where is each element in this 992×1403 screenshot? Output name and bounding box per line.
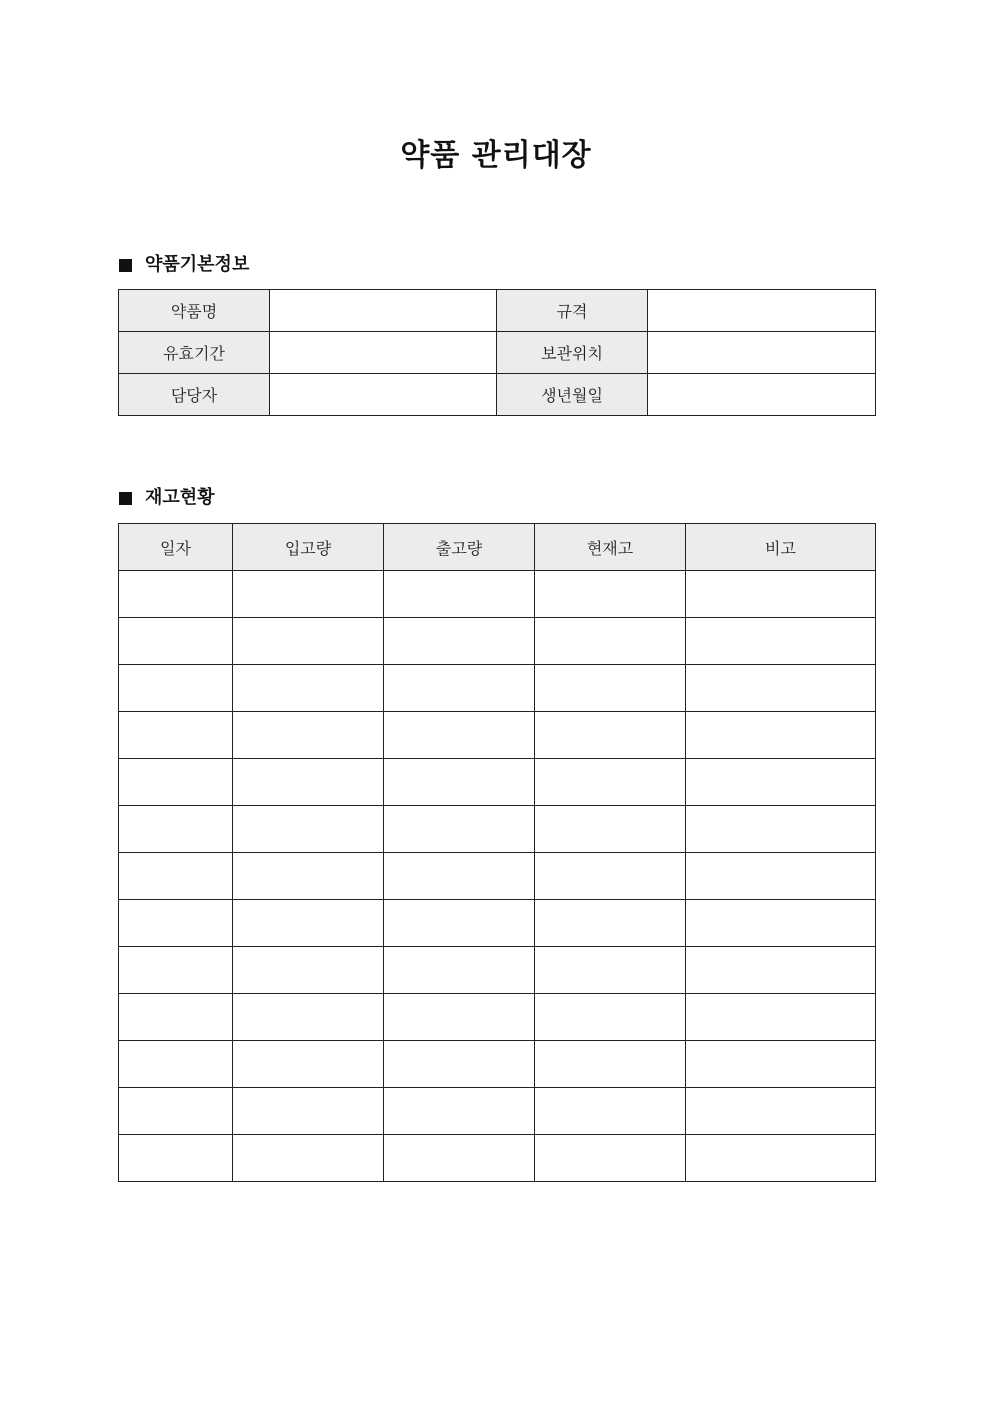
table-cell[interactable]: [119, 712, 233, 759]
table-cell[interactable]: [686, 1135, 876, 1182]
column-header: 입고량: [233, 524, 384, 571]
table-cell[interactable]: [686, 571, 876, 618]
table-cell[interactable]: [233, 994, 384, 1041]
table-cell[interactable]: [384, 618, 535, 665]
table-cell[interactable]: [384, 806, 535, 853]
table-cell[interactable]: [535, 1041, 686, 1088]
table-cell[interactable]: [119, 571, 233, 618]
table-cell[interactable]: [686, 900, 876, 947]
table-cell[interactable]: [233, 806, 384, 853]
table-row: [119, 665, 876, 712]
table-row: [119, 853, 876, 900]
document-title: 약품 관리대장: [400, 138, 592, 173]
table-cell[interactable]: [535, 994, 686, 1041]
field-label: 생년월일: [497, 374, 648, 416]
field-value-cell[interactable]: [648, 290, 876, 332]
table-cell[interactable]: [119, 618, 233, 665]
table-cell[interactable]: [233, 1088, 384, 1135]
table-cell[interactable]: [535, 1135, 686, 1182]
table-cell[interactable]: [535, 759, 686, 806]
field-label: 담당자: [119, 374, 270, 416]
table-row: [119, 712, 876, 759]
column-header: 일자: [119, 524, 233, 571]
section-heading-stock-status: [119, 486, 215, 510]
table-row: [119, 947, 876, 994]
field-label: 보관위치: [497, 332, 648, 374]
table-cell[interactable]: [233, 571, 384, 618]
table-cell[interactable]: [119, 1088, 233, 1135]
table-cell[interactable]: [686, 712, 876, 759]
column-header: 비고: [686, 524, 876, 571]
table-cell[interactable]: [119, 806, 233, 853]
table-cell[interactable]: [686, 1041, 876, 1088]
table-cell[interactable]: [119, 1041, 233, 1088]
table-cell[interactable]: [384, 759, 535, 806]
table-cell[interactable]: [233, 1041, 384, 1088]
table-cell[interactable]: [535, 712, 686, 759]
table-cell[interactable]: [119, 900, 233, 947]
table-cell[interactable]: [233, 947, 384, 994]
section-heading-basic-info: [119, 253, 249, 277]
table-cell[interactable]: [233, 900, 384, 947]
table-cell[interactable]: [535, 665, 686, 712]
table-cell[interactable]: [535, 1088, 686, 1135]
section-heading-label: 약품기본정보: [145, 254, 250, 275]
table-cell[interactable]: [535, 900, 686, 947]
table-cell[interactable]: [686, 947, 876, 994]
table-cell[interactable]: [119, 853, 233, 900]
table-cell[interactable]: [384, 712, 535, 759]
stock-status-table: [118, 523, 876, 1182]
table-cell[interactable]: [535, 571, 686, 618]
field-label: 규격: [497, 290, 648, 332]
table-cell[interactable]: [384, 1135, 535, 1182]
table-cell[interactable]: [686, 994, 876, 1041]
table-cell[interactable]: [384, 665, 535, 712]
table-cell[interactable]: [384, 571, 535, 618]
table-row: [119, 994, 876, 1041]
table-cell[interactable]: [535, 853, 686, 900]
table-cell[interactable]: [384, 1041, 535, 1088]
table-cell[interactable]: [686, 665, 876, 712]
table-cell[interactable]: [119, 759, 233, 806]
square-bullet-icon: [119, 492, 132, 505]
basic-info-row: [119, 332, 876, 374]
table-cell[interactable]: [686, 806, 876, 853]
table-cell[interactable]: [686, 853, 876, 900]
field-value-cell[interactable]: [270, 374, 497, 416]
table-cell[interactable]: [384, 947, 535, 994]
table-cell[interactable]: [535, 806, 686, 853]
field-value-cell[interactable]: [648, 374, 876, 416]
table-cell[interactable]: [384, 994, 535, 1041]
table-row: [119, 900, 876, 947]
table-row: [119, 759, 876, 806]
table-cell[interactable]: [233, 665, 384, 712]
column-header: 출고량: [384, 524, 535, 571]
table-cell[interactable]: [384, 900, 535, 947]
table-cell[interactable]: [233, 712, 384, 759]
table-cell[interactable]: [233, 618, 384, 665]
table-cell[interactable]: [535, 947, 686, 994]
stock-header-row: [119, 524, 876, 571]
square-bullet-icon: [119, 259, 132, 272]
basic-info-row: [119, 290, 876, 332]
table-row: [119, 571, 876, 618]
column-header: 현재고: [535, 524, 686, 571]
table-cell[interactable]: [119, 947, 233, 994]
field-label: 약품명: [119, 290, 270, 332]
section-heading-label: 재고현황: [145, 487, 215, 508]
table-cell[interactable]: [384, 1088, 535, 1135]
table-cell[interactable]: [233, 759, 384, 806]
table-cell[interactable]: [233, 1135, 384, 1182]
table-cell[interactable]: [686, 1088, 876, 1135]
table-cell[interactable]: [119, 1135, 233, 1182]
table-row: [119, 806, 876, 853]
table-cell[interactable]: [535, 618, 686, 665]
table-cell[interactable]: [686, 618, 876, 665]
table-cell[interactable]: [119, 665, 233, 712]
basic-info-row: [119, 374, 876, 416]
table-cell[interactable]: [686, 759, 876, 806]
table-row: [119, 1041, 876, 1088]
stock-body: [119, 571, 876, 1182]
table-row: [119, 1135, 876, 1182]
field-value-cell[interactable]: [270, 290, 497, 332]
basic-info-table: [118, 289, 876, 416]
table-row: [119, 618, 876, 665]
field-value-cell[interactable]: [648, 332, 876, 374]
field-label: 유효기간: [119, 332, 270, 374]
table-cell[interactable]: [384, 853, 535, 900]
table-cell[interactable]: [233, 853, 384, 900]
field-value-cell[interactable]: [270, 332, 497, 374]
basic-info-body: [119, 290, 876, 416]
table-row: [119, 1088, 876, 1135]
table-cell[interactable]: [119, 994, 233, 1041]
